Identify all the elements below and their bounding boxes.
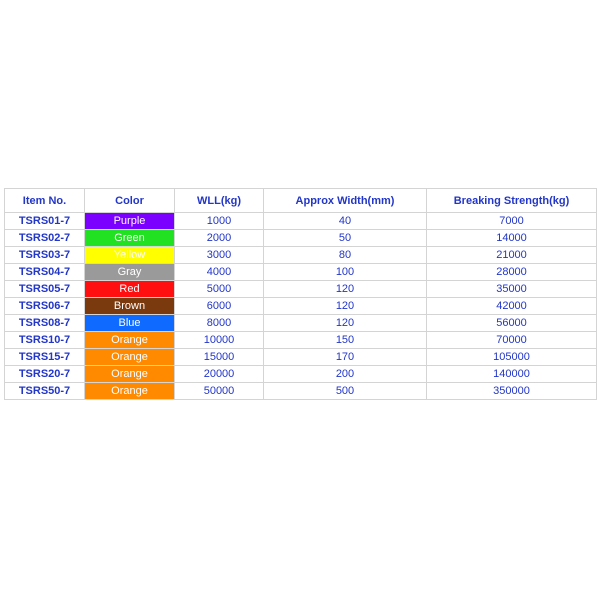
breaking-strength-cell: 42000 bbox=[427, 298, 597, 315]
breaking-strength-cell: 70000 bbox=[427, 332, 597, 349]
wll-cell: 8000 bbox=[175, 315, 264, 332]
breaking-strength-cell: 350000 bbox=[427, 383, 597, 400]
table-row bbox=[5, 230, 597, 247]
approx-width-cell: 40 bbox=[264, 213, 427, 230]
table-row bbox=[5, 298, 597, 315]
table-body bbox=[5, 213, 597, 400]
wll-cell: 20000 bbox=[175, 366, 264, 383]
breaking-strength-cell: 35000 bbox=[427, 281, 597, 298]
header-wll: WLL(kg) bbox=[175, 189, 264, 213]
table-row bbox=[5, 383, 597, 400]
color-label: Brown bbox=[113, 300, 146, 312]
wll-cell: 5000 bbox=[175, 281, 264, 298]
table-row bbox=[5, 213, 597, 230]
color-swatch-cell bbox=[85, 230, 175, 247]
color-swatch-cell bbox=[85, 281, 175, 298]
approx-width-cell: 100 bbox=[264, 264, 427, 281]
wll-cell: 2000 bbox=[175, 230, 264, 247]
item-no-cell: TSRS04-7 bbox=[5, 264, 85, 281]
header-item-no: Item No. bbox=[5, 189, 85, 213]
color-label: Red bbox=[119, 283, 140, 295]
color-label: Gray bbox=[117, 266, 142, 278]
breaking-strength-cell: 56000 bbox=[427, 315, 597, 332]
color-label: Orange bbox=[111, 368, 148, 380]
approx-width-cell: 150 bbox=[264, 332, 427, 349]
wll-cell: 10000 bbox=[175, 332, 264, 349]
table-row bbox=[5, 247, 597, 264]
breaking-strength-cell: 7000 bbox=[427, 213, 597, 230]
item-no-cell: TSRS10-7 bbox=[5, 332, 85, 349]
color-swatch-cell bbox=[85, 264, 175, 281]
approx-width-cell: 120 bbox=[264, 281, 427, 298]
header-breaking-strength: Breaking Strength(kg) bbox=[427, 189, 597, 213]
color-label: Orange bbox=[111, 385, 148, 397]
table-row bbox=[5, 315, 597, 332]
table-row bbox=[5, 281, 597, 298]
color-swatch-cell bbox=[85, 366, 175, 383]
color-swatch-cell bbox=[85, 247, 175, 264]
breaking-strength-cell: 21000 bbox=[427, 247, 597, 264]
color-label: Purple bbox=[113, 215, 146, 227]
table-row bbox=[5, 264, 597, 281]
table-row bbox=[5, 366, 597, 383]
item-no-cell: TSRS05-7 bbox=[5, 281, 85, 298]
header-row bbox=[5, 189, 597, 213]
color-swatch-cell bbox=[85, 213, 175, 230]
table-row bbox=[5, 332, 597, 349]
wll-cell: 6000 bbox=[175, 298, 264, 315]
breaking-strength-cell: 140000 bbox=[427, 366, 597, 383]
color-label: Yellow bbox=[113, 249, 146, 261]
approx-width-cell: 200 bbox=[264, 366, 427, 383]
approx-width-cell: 50 bbox=[264, 230, 427, 247]
item-no-cell: TSRS50-7 bbox=[5, 383, 85, 400]
approx-width-cell: 120 bbox=[264, 315, 427, 332]
color-label: Orange bbox=[111, 351, 148, 363]
breaking-strength-cell: 28000 bbox=[427, 264, 597, 281]
approx-width-cell: 80 bbox=[264, 247, 427, 264]
wll-cell: 3000 bbox=[175, 247, 264, 264]
approx-width-cell: 120 bbox=[264, 298, 427, 315]
header-color: Color bbox=[85, 189, 175, 213]
approx-width-cell: 170 bbox=[264, 349, 427, 366]
item-no-cell: TSRS08-7 bbox=[5, 315, 85, 332]
color-label: Green bbox=[114, 232, 145, 244]
item-no-cell: TSRS20-7 bbox=[5, 366, 85, 383]
color-swatch-cell bbox=[85, 332, 175, 349]
color-swatch-cell bbox=[85, 383, 175, 400]
item-no-cell: TSRS06-7 bbox=[5, 298, 85, 315]
approx-width-cell: 500 bbox=[264, 383, 427, 400]
color-swatch-cell bbox=[85, 315, 175, 332]
breaking-strength-cell: 105000 bbox=[427, 349, 597, 366]
spec-table bbox=[4, 188, 597, 400]
color-label: Blue bbox=[118, 317, 141, 329]
header-approx-width: Approx Width(mm) bbox=[264, 189, 427, 213]
item-no-cell: TSRS01-7 bbox=[5, 213, 85, 230]
color-swatch-cell bbox=[85, 349, 175, 366]
item-no-cell: TSRS03-7 bbox=[5, 247, 85, 264]
wll-cell: 4000 bbox=[175, 264, 264, 281]
color-swatch-cell bbox=[85, 298, 175, 315]
item-no-cell: TSRS02-7 bbox=[5, 230, 85, 247]
color-label: Orange bbox=[111, 334, 148, 346]
table-row bbox=[5, 349, 597, 366]
wll-cell: 15000 bbox=[175, 349, 264, 366]
item-no-cell: TSRS15-7 bbox=[5, 349, 85, 366]
wll-cell: 1000 bbox=[175, 213, 264, 230]
breaking-strength-cell: 14000 bbox=[427, 230, 597, 247]
wll-cell: 50000 bbox=[175, 383, 264, 400]
